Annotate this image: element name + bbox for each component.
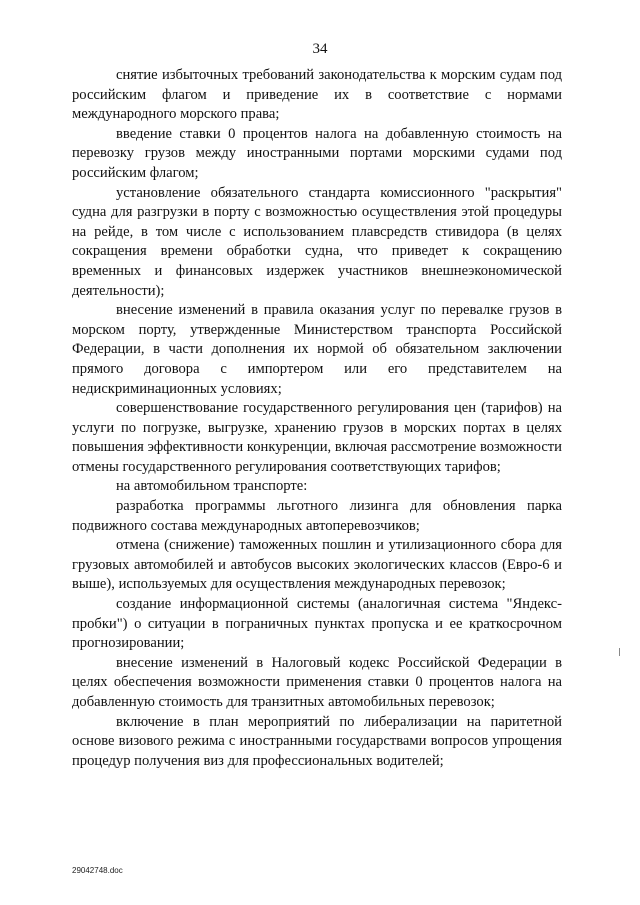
page-number: 34	[312, 41, 328, 57]
paragraph-4: внесение изменений в правила оказания услуг по перевалке грузов в морском порту, утвержденные Министерством транспорта Российской Федерации, в части дополнения их нормой об обязательном заключении прямого договора с импортером или его представителем на недискриминационных условиях;	[72, 302, 562, 397]
paragraph-8: отмена (снижение) таможенных пошлин и утилизационного сбора для грузовых автомобилей и автобусов высоких экологических классов (Евро-6 и выше), используемых для осуществления международных перевозок;	[72, 537, 562, 593]
paragraph-2: введение ставки 0 процентов налога на добавленную стоимость на перевозку грузов между иностранными портами морскими судами под российским флагом;	[72, 125, 562, 181]
paragraph-5: совершенствование государственного регулирования цен (тарифов) на услуги по погрузке, выгрузке, хранению грузов в морских портах в целях повышения эффективности конкуренции, включая рассмотрение возможности отмены государственного регулирования соответствующих тарифов;	[72, 400, 562, 475]
paragraph-3: установление обязательного стандарта комиссионного "раскрытия" судна для разгрузки в порту с возможностью осуществления этой процедуры на рейде, в том числе с использованием плавсредств стивидора (в целях сокращения времени обработки судна, что приведет к сокращению временных и финансовых издержек участников внешнеэкономической деятельности);	[72, 184, 562, 299]
scan-mark	[619, 648, 620, 656]
section-heading-road-transport: на автомобильном транспорте:	[116, 478, 308, 495]
paragraph-1: снятие избыточных требований законодательства к морским судам под российским флагом и приведение их в соответствие с нормами международного морского права;	[72, 67, 562, 123]
paragraph-11: включение в план мероприятий по либерализации на паритетной основе визового режима с иностранными государствами вопросов упрощения процедур получения виз для профессиональных водителей;	[72, 713, 562, 769]
footer-document-code: 29042748.doc	[72, 866, 123, 875]
paragraph-10: внесение изменений в Налоговый кодекс Российской Федерации в целях обеспечения возможности применения ставки 0 процентов налога на добавленную стоимость для транзитных автомобильных перевозок;	[72, 654, 562, 710]
paragraph-9: создание информационной системы (аналогичная система "Яндекс-пробки") о ситуации в пограничных пунктах пропуска и ее краткосрочном прогнозировании;	[72, 596, 562, 652]
paragraph-7: разработка программы льготного лизинга для обновления парка подвижного состава международных автоперевозчиков;	[72, 498, 562, 534]
document-body	[72, 66, 562, 771]
